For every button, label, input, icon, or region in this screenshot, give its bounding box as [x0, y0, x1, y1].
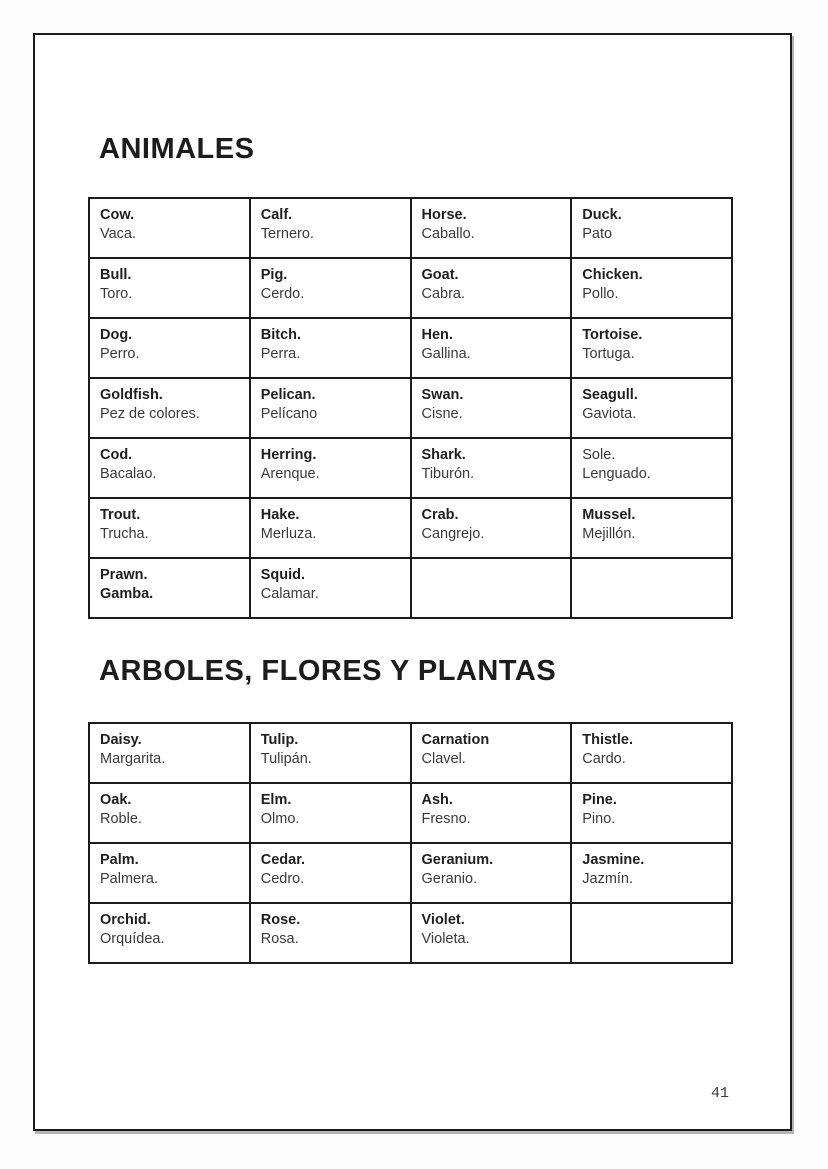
spanish-term: Arenque.: [260, 466, 320, 482]
spanish-term: Pino.: [582, 811, 616, 827]
vocab-cell: [411, 258, 572, 318]
spanish-term: Gallina.: [421, 346, 471, 362]
english-term: Tortoise.: [582, 327, 643, 343]
english-term: Crab.: [421, 507, 459, 523]
vocab-table-animales: [88, 197, 733, 619]
spanish-term: Vaca.: [100, 226, 137, 242]
vocab-cell: [89, 498, 250, 558]
vocab-row: [89, 843, 732, 903]
spanish-term: Fresno.: [421, 811, 471, 827]
english-term: Violet.: [421, 912, 465, 928]
vocab-cell: [89, 783, 250, 843]
spanish-term: Pollo.: [582, 286, 619, 302]
vocab-cell: [250, 783, 411, 843]
vocab-cell: [250, 558, 411, 618]
spanish-term: Gaviota.: [582, 406, 637, 422]
spanish-term: Geranio.: [421, 871, 478, 887]
spanish-term: Trucha.: [100, 526, 149, 542]
vocab-cell-empty: [571, 558, 732, 618]
vocab-cell: [571, 438, 732, 498]
vocab-row: [89, 498, 732, 558]
english-term: Horse.: [421, 207, 467, 223]
vocab-cell: [571, 318, 732, 378]
english-term: Hake.: [260, 507, 300, 523]
spanish-term: Perra.: [260, 346, 301, 362]
english-term: Thistle.: [582, 732, 634, 748]
spanish-term: Lenguado.: [582, 466, 651, 482]
spanish-term: Cisne.: [421, 406, 463, 422]
spanish-term: Merluza.: [260, 526, 317, 542]
vocab-cell: [571, 498, 732, 558]
english-term: Cod.: [100, 447, 133, 463]
english-term: Pine.: [582, 792, 617, 808]
document-page: [33, 33, 792, 1131]
vocab-cell: [89, 318, 250, 378]
english-term: Cedar.: [260, 852, 306, 868]
english-term: Sole.: [582, 447, 616, 463]
vocab-cell: [571, 258, 732, 318]
vocab-row: [89, 378, 732, 438]
spanish-term: Olmo.: [260, 811, 300, 827]
spanish-term: Ternero.: [260, 226, 314, 242]
vocab-row: [89, 438, 732, 498]
vocab-cell: [411, 723, 572, 783]
spanish-term: Cardo.: [582, 751, 626, 767]
vocab-cell: [250, 318, 411, 378]
vocab-cell: [250, 198, 411, 258]
spanish-term: Tulipán.: [260, 751, 312, 767]
vocab-cell: [411, 438, 572, 498]
spanish-term: Toro.: [100, 286, 133, 302]
english-term: Mussel.: [582, 507, 636, 523]
spanish-term: Orquídea.: [100, 931, 165, 947]
spanish-term: Pez de colores.: [100, 406, 200, 422]
english-term: Daisy.: [100, 732, 142, 748]
vocab-cell: [411, 783, 572, 843]
english-term: Herring.: [260, 447, 317, 463]
vocab-cell: [89, 558, 250, 618]
english-term: Geranium.: [421, 852, 494, 868]
vocab-cell: [411, 498, 572, 558]
english-term: Squid.: [260, 567, 306, 583]
vocab-row: [89, 198, 732, 258]
spanish-term: Caballo.: [421, 226, 475, 242]
vocab-cell: [571, 843, 732, 903]
vocab-cell: [571, 783, 732, 843]
english-term: Rose.: [260, 912, 301, 928]
vocab-cell: [250, 723, 411, 783]
vocab-cell: [89, 198, 250, 258]
vocab-cell: [250, 843, 411, 903]
english-term: Orchid.: [100, 912, 151, 928]
english-term: Seagull.: [582, 387, 638, 403]
english-term: Bitch.: [260, 327, 302, 343]
vocab-cell: [250, 378, 411, 438]
spanish-term: Bacalao.: [100, 466, 157, 482]
spanish-term: Calamar.: [260, 586, 319, 602]
spanish-term: Pelícano: [260, 406, 318, 422]
vocab-cell: [250, 903, 411, 963]
vocab-table-arboles-flores-plantas: [88, 722, 733, 964]
english-term: Bull.: [100, 267, 132, 283]
english-term: Trout.: [100, 507, 141, 523]
spanish-term: Tortuga.: [582, 346, 635, 362]
vocab-cell: [89, 258, 250, 318]
spanish-term: Cedro.: [260, 871, 305, 887]
vocab-row: [89, 318, 732, 378]
english-term: Jasmine.: [582, 852, 645, 868]
spanish-term: Jazmín.: [582, 871, 634, 887]
spanish-term: Cabra.: [421, 286, 466, 302]
vocab-cell: [411, 198, 572, 258]
vocab-cell: [571, 723, 732, 783]
vocab-cell: [411, 378, 572, 438]
vocab-row: [89, 903, 732, 963]
english-term: Dog.: [100, 327, 133, 343]
vocab-cell: [89, 843, 250, 903]
vocab-cell: [250, 438, 411, 498]
vocab-cell-empty: [571, 903, 732, 963]
vocab-row: [89, 723, 732, 783]
english-term: Pelican.: [260, 387, 316, 403]
vocab-cell: [250, 498, 411, 558]
vocab-cell: [89, 903, 250, 963]
vocab-cell: [571, 198, 732, 258]
vocab-cell: [89, 438, 250, 498]
spanish-term: Roble.: [100, 811, 142, 827]
english-term: Oak.: [100, 792, 132, 808]
english-term: Prawn.: [100, 567, 148, 583]
english-term: Shark.: [421, 447, 466, 463]
spanish-term: Rosa.: [260, 931, 299, 947]
vocab-row: [89, 558, 732, 618]
spanish-term: Clavel.: [421, 751, 466, 767]
spanish-term: Pato: [582, 226, 613, 242]
english-term: Duck.: [582, 207, 622, 223]
spanish-term: Cerdo.: [260, 286, 305, 302]
spanish-term: Palmera.: [100, 871, 159, 887]
english-term: Cow.: [100, 207, 135, 223]
vocab-row: [89, 783, 732, 843]
english-term: Chicken.: [582, 267, 643, 283]
english-term: Hen.: [421, 327, 453, 343]
page-number: 41: [711, 1085, 730, 1102]
english-term: Swan.: [421, 387, 464, 403]
section-title-arboles-flores-plantas: ARBOLES, FLORES Y PLANTAS: [99, 655, 557, 687]
spanish-term: Gamba.: [100, 586, 154, 602]
vocab-cell: [411, 318, 572, 378]
vocab-cell: [250, 258, 411, 318]
english-term: Ash.: [421, 792, 453, 808]
vocab-cell: [89, 723, 250, 783]
english-term: Pig.: [260, 267, 288, 283]
spanish-term: Cangrejo.: [421, 526, 485, 542]
spanish-term: Mejillón.: [582, 526, 636, 542]
spanish-term: Violeta.: [421, 931, 470, 947]
english-term: Goat.: [421, 267, 459, 283]
section-title-animales: ANIMALES: [99, 133, 255, 165]
english-term: Goldfish.: [100, 387, 163, 403]
vocab-cell: [411, 903, 572, 963]
vocab-cell-empty: [411, 558, 572, 618]
vocab-cell: [89, 378, 250, 438]
spanish-term: Tiburón.: [421, 466, 475, 482]
vocab-cell: [411, 843, 572, 903]
vocab-row: [89, 258, 732, 318]
english-term: Calf.: [260, 207, 293, 223]
spanish-term: Margarita.: [100, 751, 166, 767]
english-term: Carnation: [421, 732, 490, 748]
english-term: Elm.: [260, 792, 292, 808]
english-term: Palm.: [100, 852, 139, 868]
english-term: Tulip.: [260, 732, 299, 748]
vocab-cell: [571, 378, 732, 438]
spanish-term: Perro.: [100, 346, 140, 362]
